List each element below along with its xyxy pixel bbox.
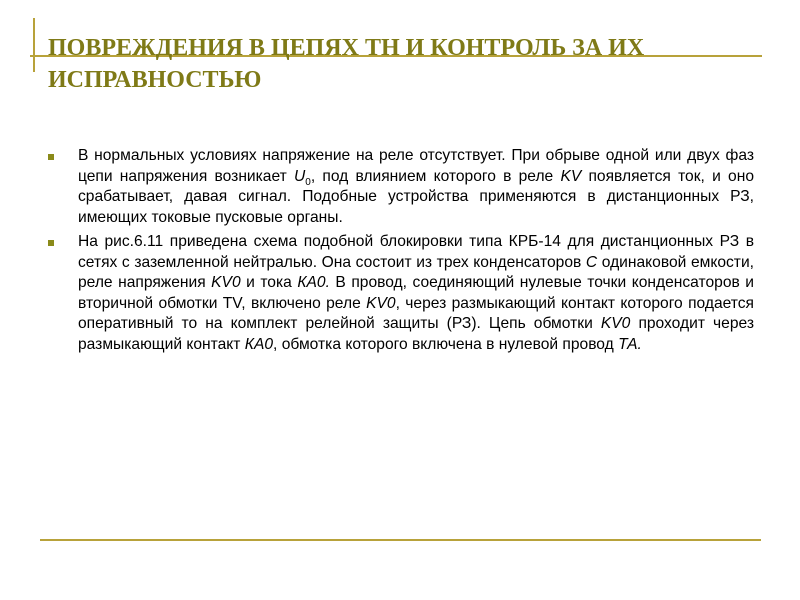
bottom-divider [40, 539, 761, 541]
square-bullet-icon [48, 240, 54, 246]
list-item [48, 232, 754, 355]
bullet-list [48, 146, 754, 359]
square-bullet-icon [48, 154, 54, 160]
accent-vertical-line [33, 18, 35, 72]
list-item [48, 146, 754, 228]
paragraph-text: На рис.6.11 приведена схема подобной блокировки типа КРБ-14 для дистанционных РЗ в сетях с заземленной нейтралью. Она состоит из трех конденсаторов С одинаковой емкости, реле напряжения KV0 и тока КА0. В провод, соединяющий нулевые точки конденсаторов и вторичной обмотки TV, включено реле KV0, через размыкающий контакт которого подается оперативный то на комплект релейной защиты (РЗ). Цепь обмотки KV0 проходит через размыкающий контакт КА0, обмотка которого включена в нулевой провод ТА. [78, 233, 754, 353]
paragraph-text: В нормальных условиях напряжение на реле отсутствует. При обрыве одной или двух фаз цепи напряжения возникает $U_0$, под влиянием которого в реле KV появляется ток, и оно срабатывает, давая сигнал. Подобные устройства применяются в дистанционных РЗ, имеющих токовые пусковые органы. [78, 147, 754, 226]
slide-title: ПОВРЕЖДЕНИЯ В ЦЕПЯХ ТН И КОНТРОЛЬ ЗА ИХ ИСПРАВНОСТЬЮ [48, 35, 645, 93]
